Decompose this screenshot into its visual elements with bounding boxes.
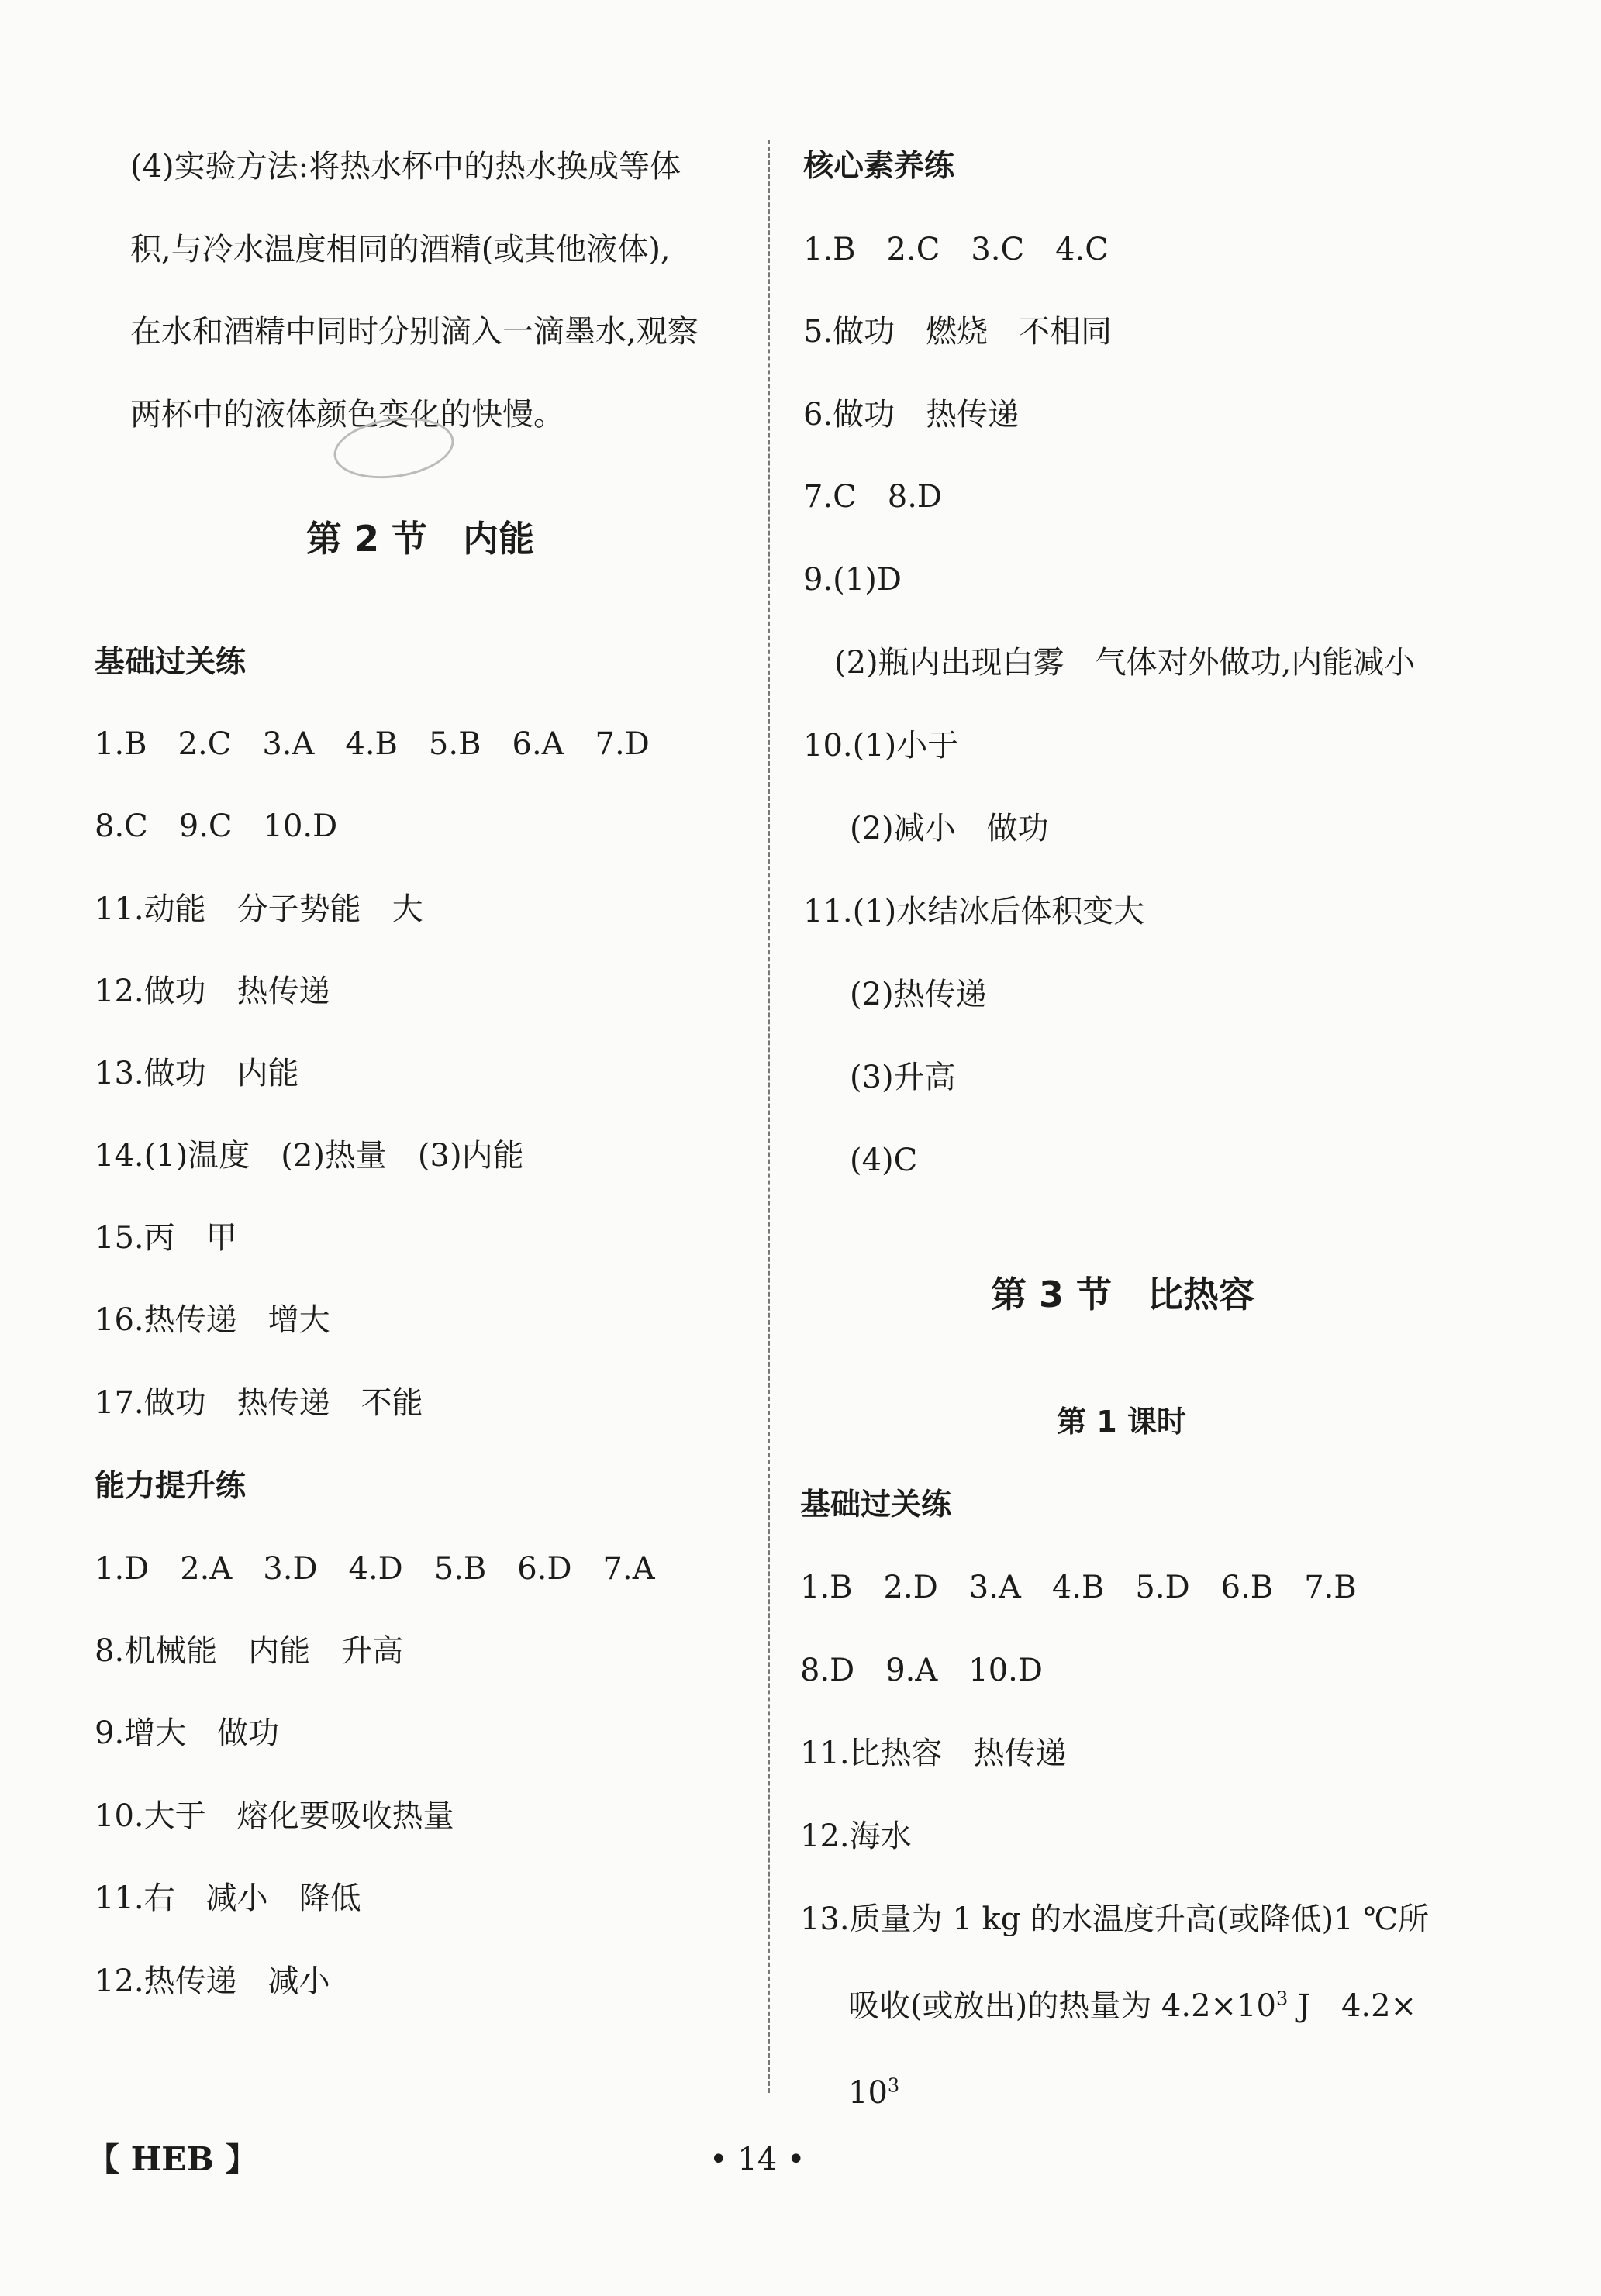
- core-answer-2: 5.做功 燃烧 不相同: [803, 314, 1113, 350]
- lesson-title: 第 1 课时: [1057, 1405, 1186, 1439]
- q13-line3-exponent: 3: [887, 2074, 900, 2097]
- q13-line2-text: 吸收(或放出)的热量为 4.2×10: [848, 1988, 1276, 2024]
- advanced-answer-5: 11.右 减小 降低: [95, 1881, 361, 1916]
- basic-r-answer-5-line-2: [848, 1983, 1416, 2029]
- section-2-title: 第 2 节 内能: [306, 518, 535, 560]
- advanced-answer-4: 10.大于 熔化要吸收热量: [95, 1798, 454, 1834]
- core-answer-7: 10.(1)小于: [803, 728, 959, 764]
- basic-answer-9: 17.做功 热传递 不能: [95, 1385, 423, 1421]
- advanced-answer-3: 9.增大 做功: [95, 1715, 280, 1751]
- intro-line-2: 积,与冷水温度相同的酒精(或其他液体),: [130, 232, 671, 267]
- basic-r-answer-5: 13.质量为 1 kg 的水温度升高(或降低)1 ℃所: [800, 1901, 1430, 1937]
- core-answer-9: 11.(1)水结冰后体积变大: [803, 894, 1145, 929]
- intro-line-4: 两杯中的液体颜色变化的快慢。: [130, 397, 564, 433]
- basic-answer-1: 1.B 2.C 3.A 4.B 5.B 6.A 7.D: [95, 726, 650, 762]
- q13-line3-text: 10: [848, 2075, 888, 2111]
- basic-answer-4: 12.做功 热传递: [95, 974, 330, 1009]
- basic-answer-8: 16.热传递 增大: [95, 1302, 330, 1338]
- basic-answer-7: 15.丙 甲: [95, 1220, 237, 1256]
- basic-r-answer-5-line-3: [848, 2070, 899, 2116]
- basic-r-answer-2: 8.D 9.A 10.D: [800, 1653, 1043, 1688]
- core-answer-8: (2)减小 做功: [850, 811, 1049, 846]
- core-answer-11: (3)升高: [850, 1060, 956, 1095]
- basic-heading-right: 基础过关练: [800, 1488, 952, 1522]
- advanced-heading: 能力提升练: [95, 1469, 247, 1504]
- basic-heading-left: 基础过关练: [95, 645, 247, 680]
- intro-line-3: 在水和酒精中同时分别滴入一滴墨水,观察: [130, 314, 699, 350]
- basic-answer-6: 14.(1)温度 (2)热量 (3)内能: [95, 1138, 524, 1174]
- core-answer-10: (2)热传递: [850, 977, 987, 1012]
- advanced-answer-2: 8.机械能 内能 升高: [95, 1633, 404, 1669]
- q13-line2-tail: J 4.2×: [1288, 1988, 1417, 2024]
- q13-line2-exponent: 3: [1275, 1987, 1289, 2010]
- page-number: • 14 •: [709, 2142, 806, 2177]
- advanced-answer-1: 1.D 2.A 3.D 4.D 5.B 6.D 7.A: [95, 1551, 655, 1587]
- advanced-answer-6: 12.热传递 减小: [95, 1963, 330, 1999]
- publisher-mark: 【 HEB 】: [87, 2140, 258, 2178]
- basic-r-answer-1: 1.B 2.D 3.A 4.B 5.D 6.B 7.B: [800, 1570, 1357, 1605]
- column-divider: [768, 140, 770, 2093]
- core-answer-1: 1.B 2.C 3.C 4.C: [803, 232, 1109, 267]
- basic-r-answer-3: 11.比热容 热传递: [800, 1736, 1067, 1771]
- core-heading: 核心素养练: [803, 149, 955, 184]
- core-answer-3: 6.做功 热传递: [803, 397, 1020, 433]
- basic-answer-5: 13.做功 内能: [95, 1056, 299, 1091]
- section-3-title: 第 3 节 比热容: [991, 1274, 1255, 1315]
- basic-answer-2: 8.C 9.C 10.D: [95, 808, 338, 844]
- basic-r-answer-4: 12.海水: [800, 1819, 912, 1854]
- core-answer-4: 7.C 8.D: [803, 479, 943, 515]
- core-answer-6: (2)瓶内出现白雾 气体对外做功,内能减小: [834, 645, 1416, 681]
- intro-line-1: (4)实验方法:将热水杯中的热水换成等体: [130, 149, 681, 184]
- basic-answer-3: 11.动能 分子势能 大: [95, 891, 423, 927]
- core-answer-12: (4)C: [850, 1143, 918, 1178]
- core-answer-5: 9.(1)D: [803, 562, 902, 598]
